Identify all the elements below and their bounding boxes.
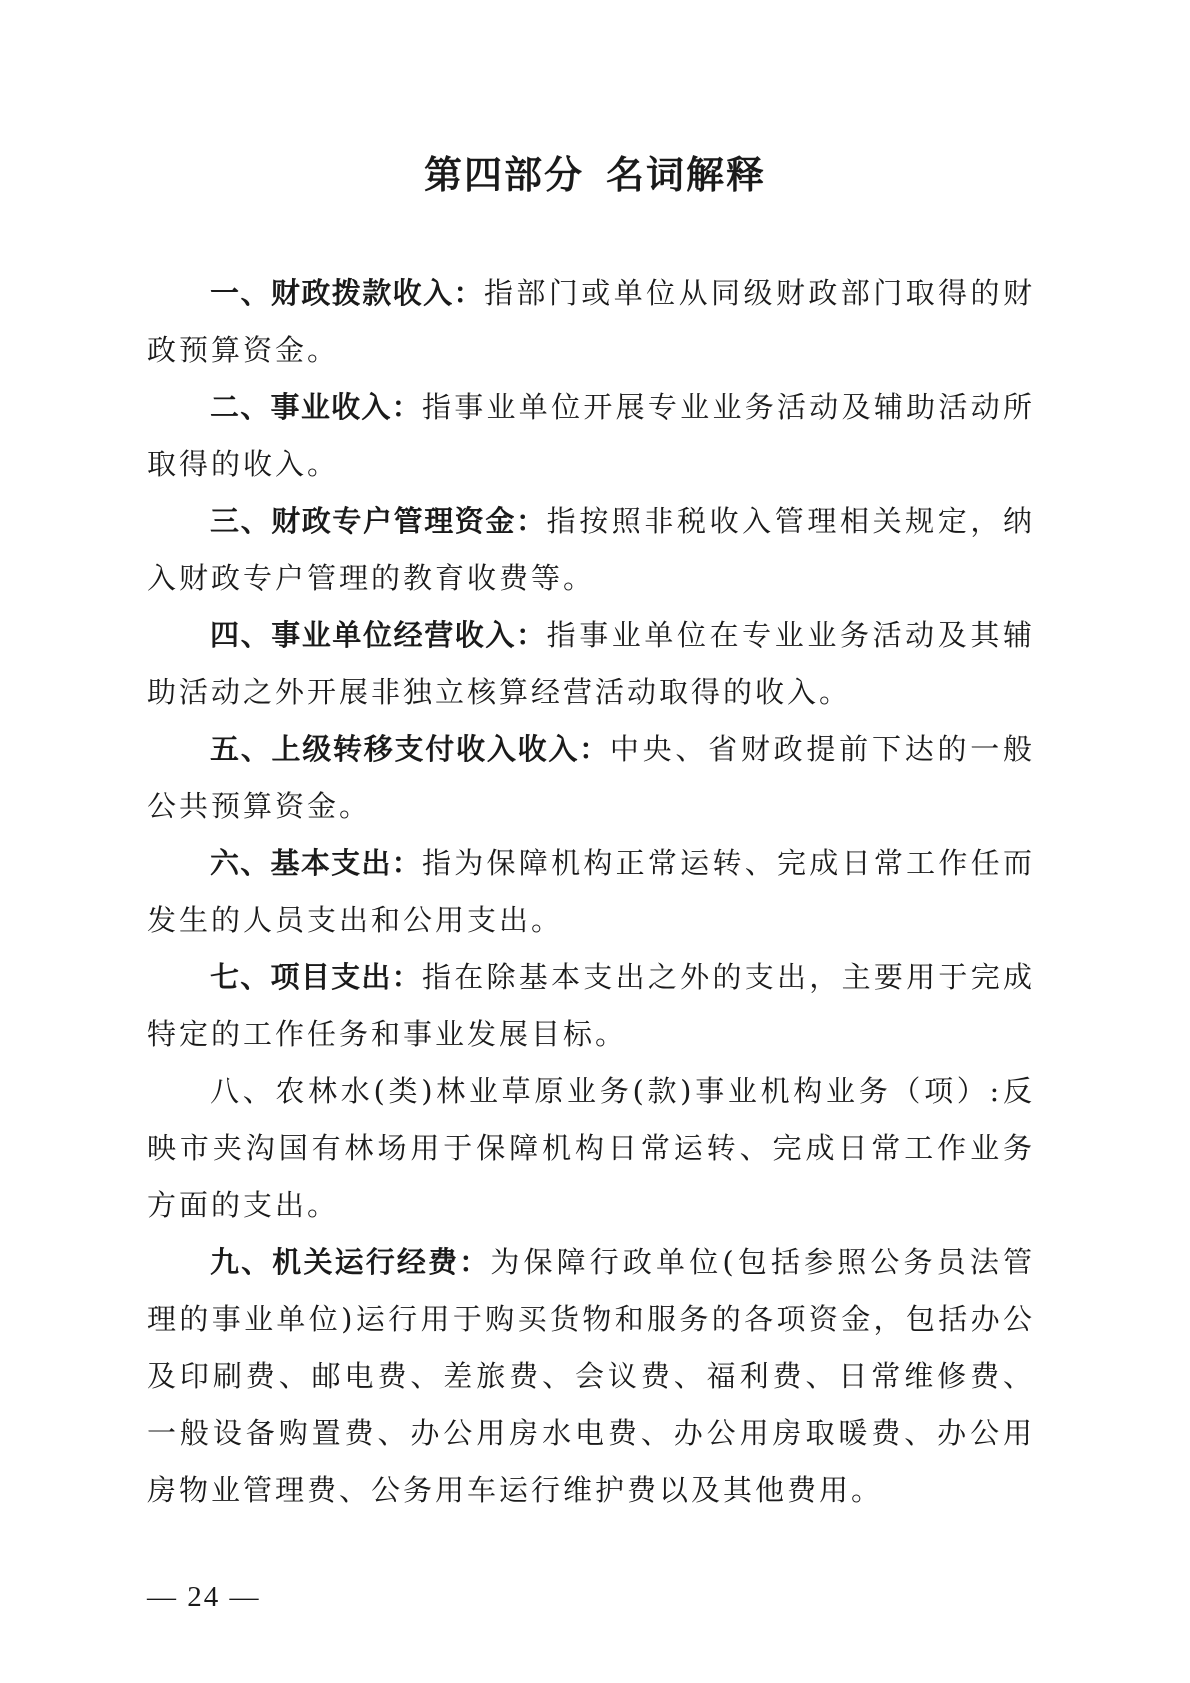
glossary-item-2 — [147, 379, 1035, 493]
glossary-term: 六、基本支出： — [210, 846, 422, 880]
glossary-definition: 指按照非税收入管理相关规定，纳入财政专户管理的教育收费等。 — [147, 504, 1035, 595]
glossary-term: 九、机关运行经费： — [210, 1245, 491, 1279]
glossary-item-3 — [147, 493, 1035, 607]
glossary-term: 一、财政拨款收入： — [210, 276, 484, 310]
glossary-definition: 指为保障机构正常运转、完成日常工作任而发生的人员支出和公用支出。 — [147, 846, 1035, 937]
glossary-item-9 — [147, 1234, 1035, 1519]
glossary-body — [147, 265, 1035, 1519]
glossary-definition: 中央、省财政提前下达的一般公共预算资金。 — [147, 732, 1035, 823]
glossary-term: 四、事业单位经营收入： — [210, 618, 547, 652]
glossary-term: 八、农林水(类)林业草原业务(款)事业机构业务（项）: — [210, 1074, 1003, 1108]
glossary-item-5 — [147, 721, 1035, 835]
glossary-term: 三、财政专户管理资金： — [210, 504, 547, 538]
glossary-item-8 — [147, 1063, 1035, 1234]
glossary-definition: 指事业单位在专业业务活动及其辅助活动之外开展非独立核算经营活动取得的收入。 — [147, 618, 1035, 709]
glossary-definition: 指部门或单位从同级财政部门取得的财政预算资金。 — [147, 276, 1035, 367]
page-number: — 24 — — [147, 1581, 261, 1613]
glossary-term: 二、事业收入： — [210, 390, 422, 424]
glossary-item-4 — [147, 607, 1035, 721]
glossary-definition: 指在除基本支出之外的支出，主要用于完成特定的工作任务和事业发展目标。 — [147, 960, 1035, 1051]
glossary-item-7 — [147, 949, 1035, 1063]
glossary-definition: 指事业单位开展专业业务活动及辅助活动所取得的收入。 — [147, 390, 1035, 481]
glossary-definition: 为保障行政单位(包括参照公务员法管理的事业单位)运行用于购买货物和服务的各项资金，包括办公及印刷费、邮电费、差旅费、会议费、福利费、日常维修费、一般设备购置费、办公用房水电费、办公用房取暖费、办公用房物业管理费、公务用车运行维护费以及其他费用。 — [147, 1245, 1035, 1507]
glossary-term: 五、上级转移支付收入收入： — [210, 732, 610, 766]
glossary-item-6 — [147, 835, 1035, 949]
glossary-item-1 — [147, 265, 1035, 379]
glossary-definition: 反映市夹沟国有林场用于保障机构日常运转、完成日常工作业务方面的支出。 — [147, 1074, 1035, 1222]
title-part: 第四部分 — [423, 152, 584, 197]
title-name: 名词解释 — [606, 152, 767, 197]
page-title — [0, 150, 1190, 200]
glossary-term: 七、项目支出： — [210, 960, 422, 994]
